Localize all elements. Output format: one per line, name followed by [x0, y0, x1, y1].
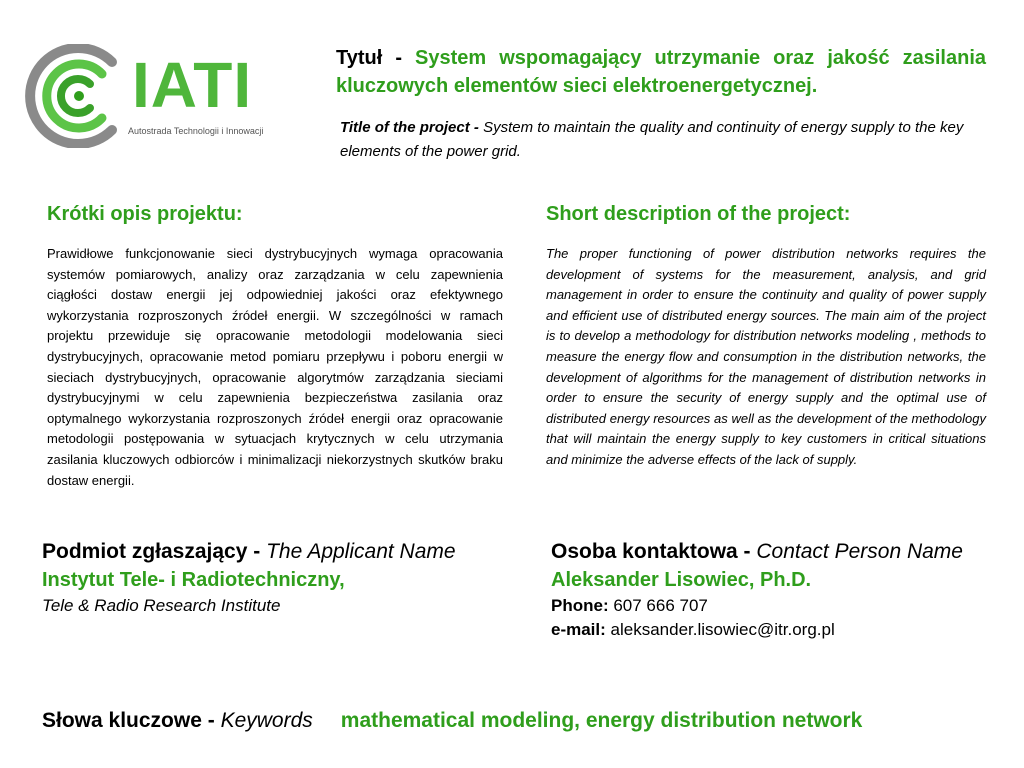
contact-label: Osoba kontaktowa [551, 540, 738, 563]
contact-name: Aleksander Lisowiec, Ph.D. [551, 569, 812, 591]
applicant-separator: - [247, 540, 267, 563]
contact-phone-row [551, 594, 1011, 618]
description-en-body: The proper functioning of power distribution networks requires the development of systems for the measurement, analysis, and grid management in order to ensure the continuity and quality of power supply and efficient use of distributed energy sources. The main aim of the project is to develop a methodology for distribution networks modeling , methods to measure the energy flow and consumption in the distribution networks, the development of algorithms for the management of distribution networks in order to ensure the security of energy supply and the optimal use of distributed energy resources as well as the development of the methodology that will maintain the energy supply to key customers in critical situations and minimize the adverse effects of the lack of supply. [546, 246, 986, 467]
title-pl-label: Tytuł [336, 47, 383, 69]
logo-tagline: Autostrada Technologii i Innowacji [128, 126, 264, 136]
project-title-en [340, 116, 986, 164]
contact-section [551, 538, 1011, 642]
phone-label: Phone: [551, 596, 609, 615]
keywords-line [42, 709, 862, 733]
title-en-text: System to maintain the quality and continuity of energy supply to the key elements of the power grid. [340, 119, 964, 160]
contact-separator: - [737, 540, 757, 563]
title-en-label: Title of the project [340, 119, 470, 136]
signal-arcs-icon [24, 44, 134, 148]
phone-value: 607 666 707 [613, 596, 708, 615]
applicant-name-pl: Instytut Tele- i Radiotechniczny, [42, 569, 345, 591]
keywords-label: Słowa kluczowe [42, 709, 202, 732]
keywords-separator: - [201, 709, 221, 732]
email-label: e-mail: [551, 620, 606, 639]
email-value: aleksander.lisowiec@itr.org.pl [610, 620, 835, 639]
description-pl-body: Prawidłowe funkcjonowanie sieci dystrybucyjnych wymaga opracowania systemów pomiarowych, analizy oraz zarządzania w celu zapewnienia ciągłości dostaw energii jej odpowiedniej jakości oraz efektywnego wykorzystania rozproszonych źródeł energii. W szczególności w ramach projektu przewiduje się opracowanie metodologii modelowania sieci dystrybucyjnych, opracowanie metod pomiaru przepływu i poboru energii w sieciach dystrybucyjnych, opracowanie algorytmów zarządzania sieciami dystrybucyjnymi w celu zapewnienia bezpieczeństwa zasilania oraz optymalnego wykorzystania rozproszonych źródeł energii oraz opracowanie metodologii postępowania w sytuacjach krytycznych w celu utrzymania zasilania kluczowych odbiorców i minimalizacji niekorzystnych skutków braku dostaw energii. [47, 246, 503, 488]
logo-wordmark: IATI [132, 49, 253, 121]
project-title-pl [336, 44, 986, 100]
keywords-values: mathematical modeling, energy distribution network [340, 709, 863, 732]
description-pl-heading: Krótki opis projektu: [47, 203, 243, 225]
applicant-label-en: The Applicant Name [266, 540, 456, 563]
keywords-label-en: Keywords [220, 709, 313, 732]
contact-label-en: Contact Person Name [756, 540, 963, 563]
title-en-separator: - [469, 119, 484, 136]
applicant-header [42, 538, 512, 566]
contact-header [551, 538, 1011, 566]
title-pl-text: System wspomagający utrzymanie oraz jakość zasilania kluczowych elementów sieci elektroenergetycznej. [336, 47, 986, 97]
applicant-label: Podmiot zgłaszający [42, 540, 248, 563]
description-en-heading: Short description of the project: [546, 203, 851, 225]
title-pl-separator: - [382, 47, 416, 69]
applicant-name-en: Tele & Radio Research Institute [42, 596, 281, 615]
applicant-section [42, 538, 512, 618]
contact-email-row [551, 618, 1011, 642]
iati-logo [24, 44, 284, 148]
